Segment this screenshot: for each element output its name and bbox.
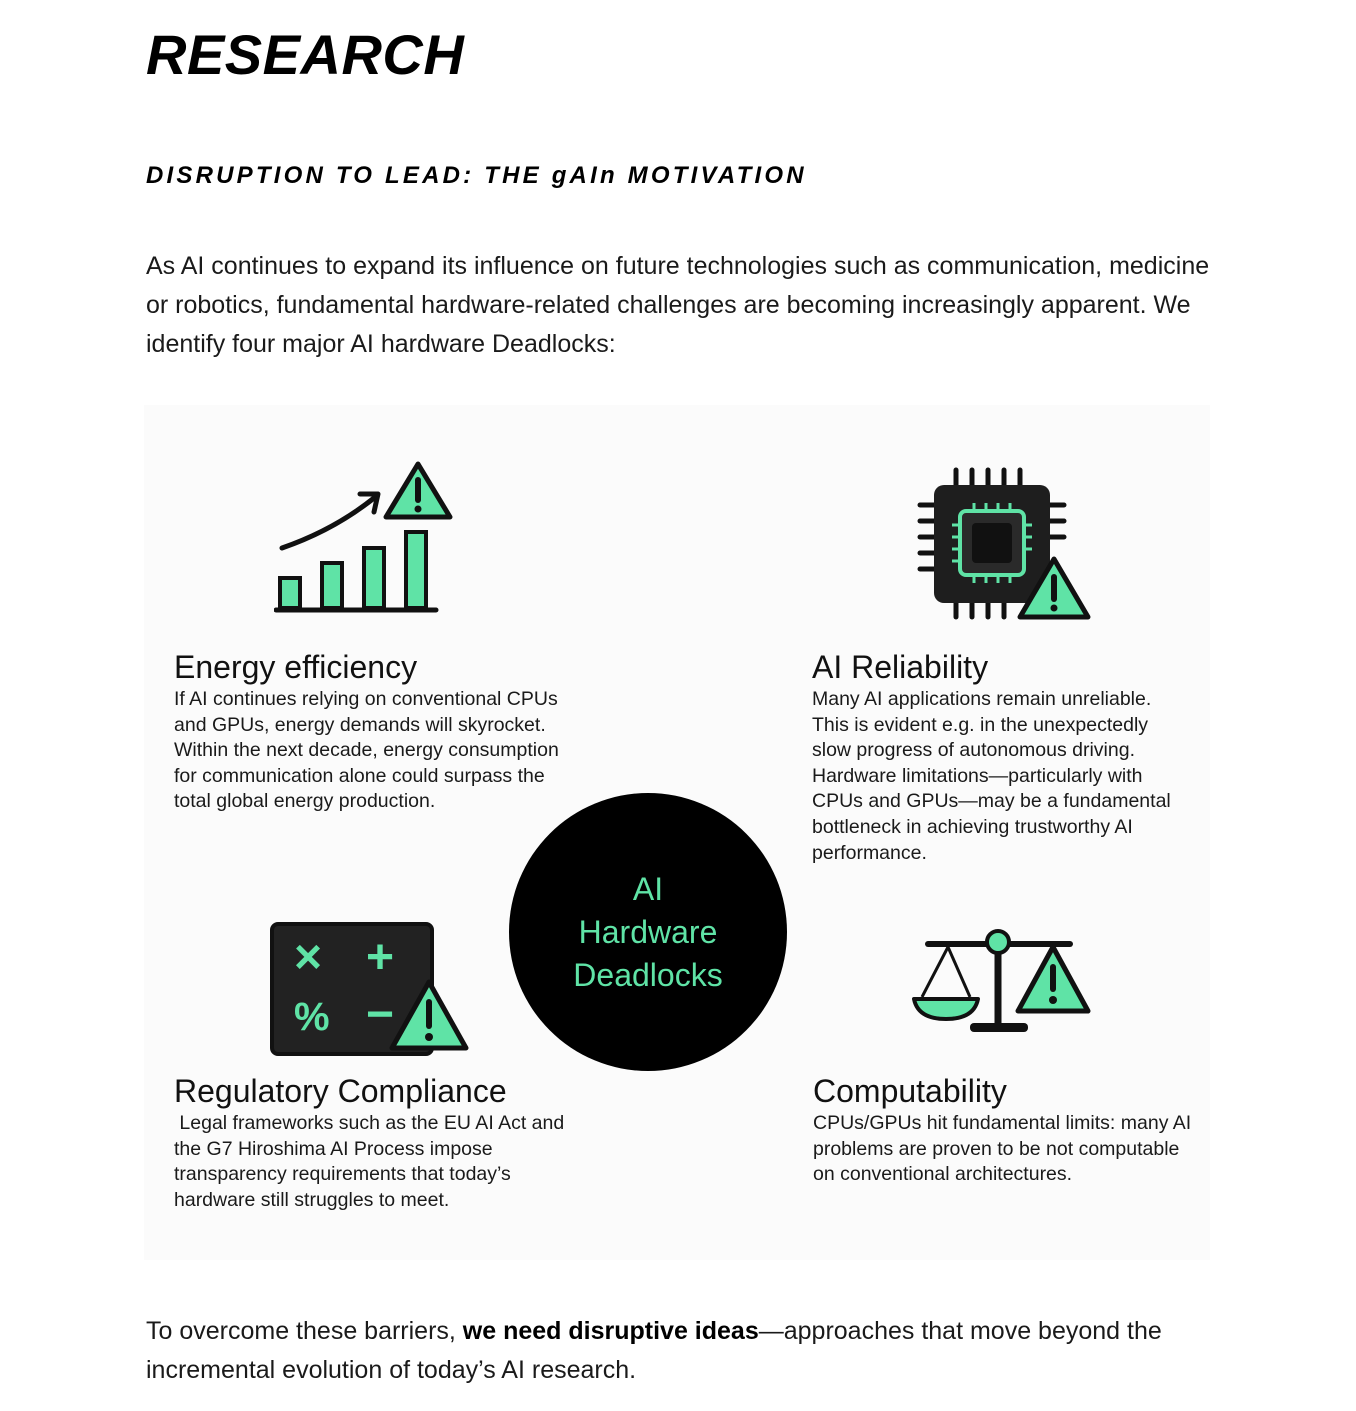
outro-text-after: —approaches that move beyond the incremental evolution of today’s AI research. [146, 1317, 1162, 1384]
chip-warning-icon [914, 465, 1094, 625]
energy-efficiency-title: Energy efficiency [174, 649, 418, 685]
energy-efficiency-text: If AI continues relying on conventional CPUs and GPUs, energy demands will skyrocket. Within the next decade, energy consumption for communication alone could surpass the total global energy production. [174, 688, 559, 813]
center-circle [509, 793, 787, 1071]
scale-warning-icon [908, 927, 1098, 1042]
times-symbol: × [294, 931, 323, 984]
energy-efficiency-block [174, 647, 574, 815]
regulatory-compliance-block [174, 1071, 574, 1213]
minus-symbol: − [366, 988, 395, 1041]
computability-title: Computability [813, 1073, 1007, 1109]
computability-text: CPUs/GPUs hit fundamental limits: many AI problems are proven to be not computable on conventional architectures. [813, 1112, 1192, 1186]
energy-chart-warning-icon [274, 460, 459, 615]
ai-reliability-block [812, 647, 1187, 866]
plus-symbol: + [366, 931, 395, 984]
regulatory-compliance-text: Legal frameworks such as the EU AI Act and the G7 Hiroshima AI Process impose transparency requirements that today’s hardware still struggles to meet. [174, 1112, 570, 1211]
outro-text-before: To overcome these barriers, [146, 1317, 463, 1345]
ai-reliability-text: Many AI applications remain unreliable. This is evident e.g. in the unexpectedly slow progress of autonomous driving. Hardware limitations—particularly with CPUs and GPUs—may be a fundamental bottleneck in achieving trustworthy AI performance. [812, 688, 1171, 864]
regulatory-compliance-title: Regulatory Compliance [174, 1073, 507, 1109]
outro-emphasis: we need disruptive ideas [462, 1317, 759, 1345]
calculator-warning-icon [268, 920, 473, 1055]
ai-reliability-title: AI Reliability [812, 649, 989, 685]
center-label-line1: AI [632, 870, 664, 907]
section-title: DISRUPTION TO LEAD: THE gAIn MOTIVATION [146, 162, 807, 189]
computability-block [813, 1071, 1193, 1188]
percent-symbol: % [294, 995, 330, 1039]
outro-paragraph [146, 1312, 1226, 1390]
intro-paragraph: As AI continues to expand its influence on future technologies such as communication, medicine or robotics, fundamental hardware-related challenges are becoming increasingly apparent. We identify four major AI hardware Deadlocks: [146, 252, 1210, 358]
center-label-line3: Deadlocks [573, 956, 723, 993]
page-title: RESEARCH [146, 23, 465, 86]
center-label-line2: Hardware [578, 913, 718, 950]
deadlocks-figure [144, 405, 1210, 1260]
